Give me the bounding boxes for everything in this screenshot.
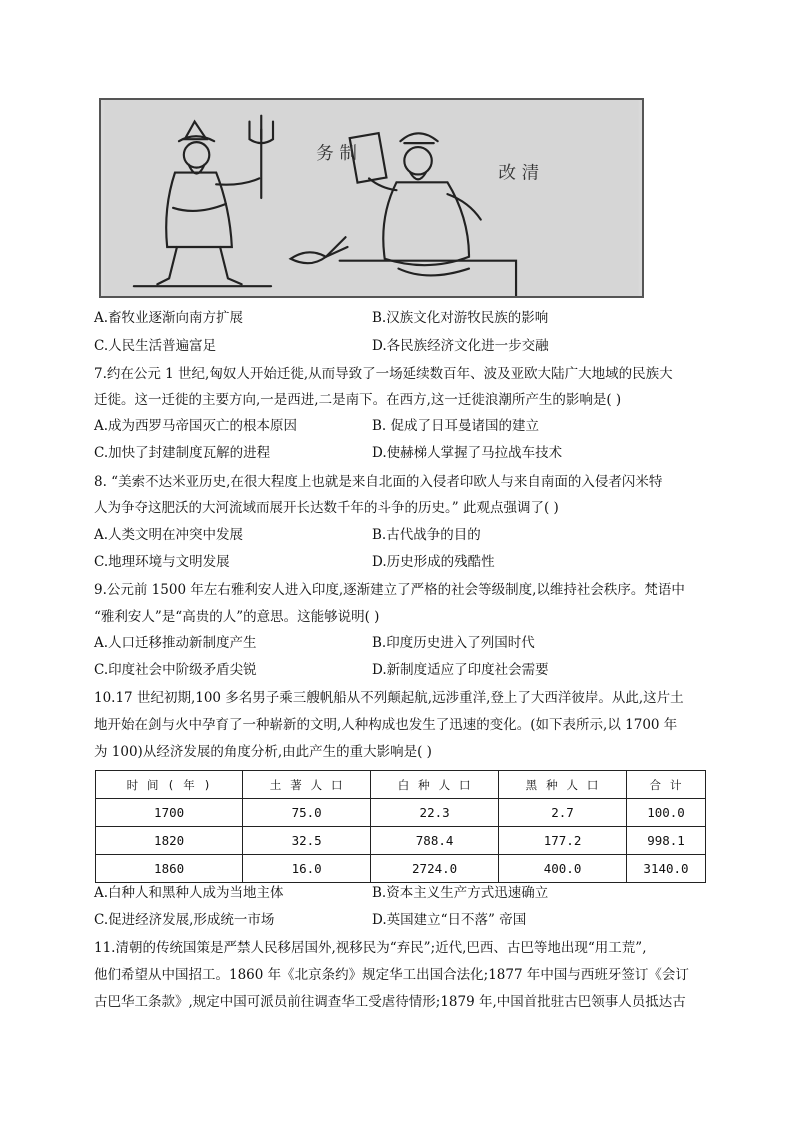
- q9-stem-line2: “雅利安人”是“高贵的人”的意思。这能够说明( ): [94, 609, 380, 625]
- table-header-cell: 合 计: [627, 771, 706, 799]
- table-row: [96, 799, 706, 827]
- q7-option-c: C.加快了封建制度瓦解的进程: [94, 445, 271, 461]
- q8-option-d: D.历史形成的残酷性: [372, 554, 495, 570]
- q9-stem-line1: 9.公元前 1500 年左右雅利安人进入印度,逐渐建立了严格的社会等级制度,以维持社会秩序。梵语中: [94, 582, 685, 598]
- q9-option-a: A.人口迁移推动新制度产生: [94, 635, 257, 651]
- table-cell: 788.4: [371, 827, 499, 855]
- table-cell: 177.2: [499, 827, 627, 855]
- table-cell: 16.0: [243, 855, 371, 883]
- q7-option-b: B. 促成了日耳曼诸国的建立: [372, 418, 540, 434]
- q7-stem-line1: 7.约在公元 1 世纪,匈奴人开始迁徙,从而导致了一场延续数百年、波及亚欧大陆广大地域的民族大: [94, 366, 673, 382]
- table-cell: 400.0: [499, 855, 627, 883]
- q11-stem-line2: 他们希望从中国招工。1860 年《北京条约》规定华工出国合法化;1877 年中国与西班牙签订《会订: [94, 967, 689, 983]
- q7-stem-line2: 迁徙。这一迁徙的主要方向,一是西进,二是南下。在西方,这一迁徙浪潮所产生的影响是( ): [94, 392, 622, 408]
- table-cell: 998.1: [627, 827, 706, 855]
- table-cell: 1820: [96, 827, 243, 855]
- q8-option-b: B.古代战争的目的: [372, 527, 481, 543]
- q7-option-d: D.使赫梯人掌握了马拉战车技术: [372, 445, 563, 461]
- q10-option-c: C.促进经济发展,形成统一市场: [94, 912, 275, 928]
- q10-option-d: D.英国建立“日不落” 帝国: [372, 912, 527, 928]
- table-cell: 32.5: [243, 827, 371, 855]
- q10-option-a: A.白种人和黑种人成为当地主体: [94, 885, 284, 901]
- q6-option-b: B.汉族文化对游牧民族的影响: [372, 310, 549, 326]
- q10-option-b: B.资本主义生产方式迅速确立: [372, 885, 549, 901]
- cartoon-label-left: 务 制: [316, 143, 357, 164]
- q6-option-c: C.人民生活普遍富足: [94, 338, 217, 354]
- q6-option-a: A.畜牧业逐渐向南方扩展: [94, 310, 244, 326]
- table-cell: 1700: [96, 799, 243, 827]
- q8-stem-line1: 8. “美索不达米亚历史,在很大程度上也就是来自北面的入侵者印欧人与来自南面的入侵者闪米特: [94, 474, 663, 490]
- table-cell: 22.3: [371, 799, 499, 827]
- q9-option-c: C.印度社会中阶级矛盾尖锐: [94, 662, 257, 678]
- historical-cartoon-image: [99, 98, 644, 298]
- cartoon-label-right: 改 清: [498, 163, 540, 184]
- q10-stem-line2: 地开始在剑与火中孕育了一种崭新的文明,人种构成也发生了迅速的变化。(如下表所示,以 1700 年: [94, 717, 678, 733]
- q8-option-c: C.地理环境与文明发展: [94, 554, 230, 570]
- q9-option-d: D.新制度适应了印度社会需要: [372, 662, 549, 678]
- table-header-row: [96, 771, 706, 799]
- q10-stem-line3: 为 100)从经济发展的角度分析,由此产生的重大影响是( ): [94, 744, 432, 760]
- q9-option-b: B.印度历史进入了列国时代: [372, 635, 535, 651]
- q11-stem-line1: 11.清朝的传统国策是严禁人民移居国外,视移民为“弃民”;近代,巴西、古巴等地出现“用工荒”,: [94, 940, 647, 956]
- q8-stem-line2: 人为争夺这肥沃的大河流域而展开长达数千年的斗争的历史。” 此观点强调了( ): [94, 500, 559, 516]
- table-cell: 3140.0: [627, 855, 706, 883]
- table-row: [96, 855, 706, 883]
- table-cell: 75.0: [243, 799, 371, 827]
- table-cell: 1860: [96, 855, 243, 883]
- table-header-cell: 土 著 人 口: [243, 771, 371, 799]
- table-cell: 100.0: [627, 799, 706, 827]
- table-row: [96, 827, 706, 855]
- table-cell: 2.7: [499, 799, 627, 827]
- q10-stem-line1: 10.17 世纪初期,100 多名男子乘三艘帆船从不列颠起航,远涉重洋,登上了大西洋彼岸。从此,这片土: [94, 690, 684, 706]
- table-header-cell: 白 种 人 口: [371, 771, 499, 799]
- q7-option-a: A.成为西罗马帝国灭亡的根本原因: [94, 418, 298, 434]
- q6-option-d: D.各民族经济文化进一步交融: [372, 338, 549, 354]
- q11-stem-line3: 古巴华工条款》,规定中国可派员前往调查华工受虐待情形;1879 年,中国首批驻古巴领事人员抵达古: [94, 994, 686, 1010]
- q8-option-a: A.人类文明在冲突中发展: [94, 527, 244, 543]
- table-header-cell: 时 间 ( 年 ): [96, 771, 243, 799]
- table-cell: 2724.0: [371, 855, 499, 883]
- table-header-cell: 黑 种 人 口: [499, 771, 627, 799]
- population-table: [95, 770, 706, 883]
- cartoon-drawing: [101, 100, 642, 296]
